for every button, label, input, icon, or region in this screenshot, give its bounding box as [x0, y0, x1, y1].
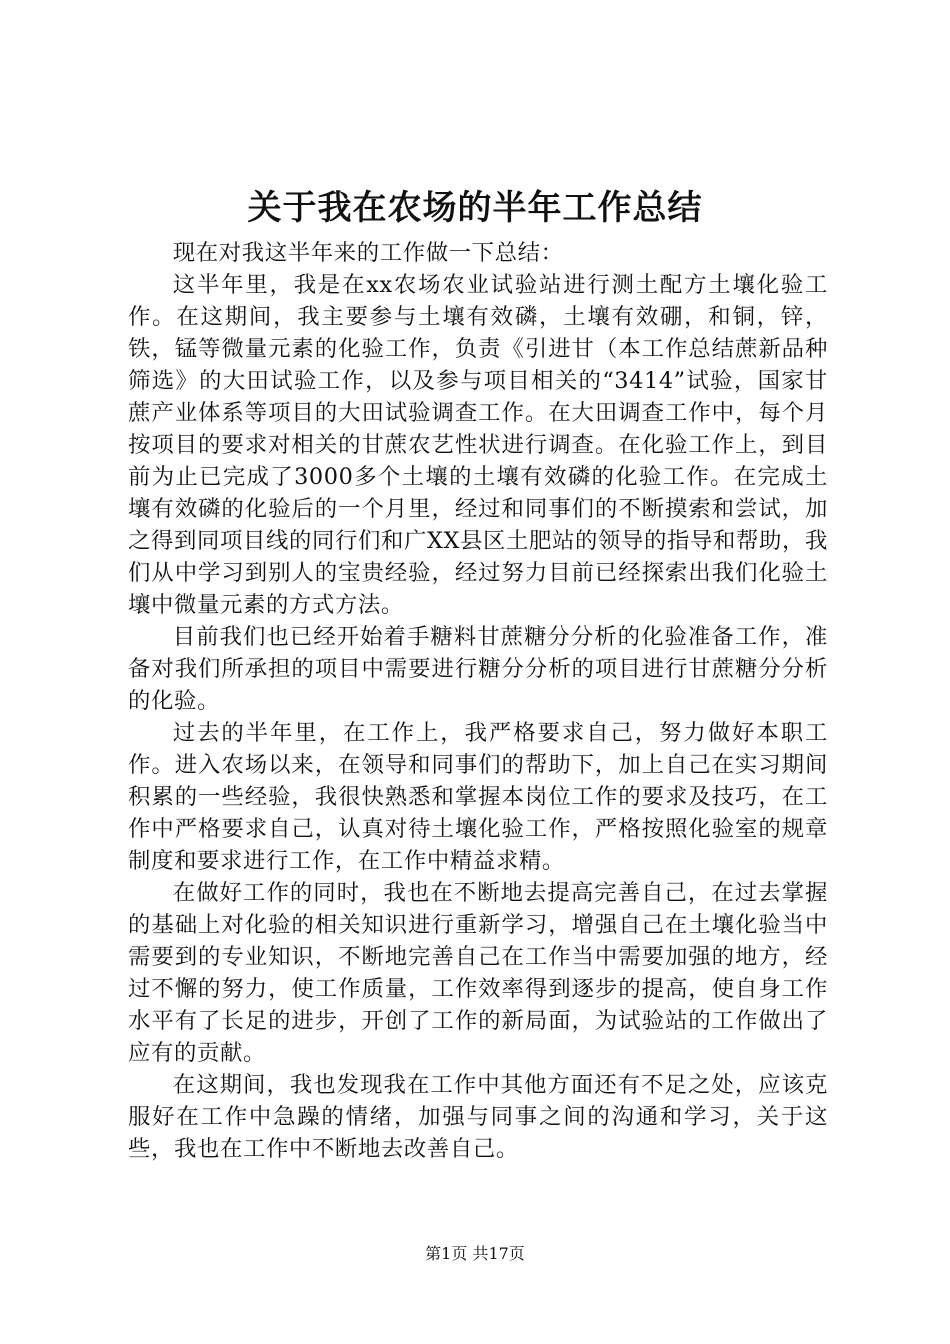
paragraph-self-improvement: 在做好工作的同时，我也在不断地去提高完善自己，在过去掌握的基础上对化验的相关知识进行重新学习，增强自己在土壤化验当中需要到的专业知识，不断地完善自己在工作当中需要加强的地方，经过不懈的努力，使工作质量，工作效率得到逐步的提高，使自身工作水平有了长足的进步，开创了工作的新局面，为试验站的工作做出了应有的贡献。	[128, 880, 828, 1066]
paragraph-shortcomings: 在这期间，我也发现我在工作中其他方面还有不足之处，应该克服好在工作中急躁的情绪，加强与同事之间的沟通和学习，关于这些，我也在工作中不断地去改善自己。	[128, 1072, 828, 1162]
paragraph-intro: 现在对我这半年来的工作做一下总结：	[172, 240, 564, 266]
paragraph-sugar-analysis: 目前我们也已经开始着手糖料甘蔗糖分分析的化验准备工作，准备对我们所承担的项目中需要进行糖分分析的项目进行甘蔗糖分分析的化验。	[128, 624, 828, 714]
document-body	[128, 237, 828, 1165]
page-number: 第1页 共17页	[425, 1244, 525, 1263]
document-title: 关于我在农场的半年工作总结	[247, 188, 703, 228]
paragraph-work-overview: 这半年里，我是在xx农场农业试验站进行测土配方土壤化验工作。在这期间，我主要参与土壤有效磷，土壤有效硼，和铜，锌，铁，锰等微量元素的化验工作，负责《引进甘（本工作总结蔗新品种筛选》的大田试验工作，以及参与项目相关的“3414”试验，国家甘蔗产业体系等项目的大田试验调查工作。在大田调查工作中，每个月按项目的要求对相关的甘蔗农艺性状进行调查。在化验工作上，到目前为止已完成了3000多个土壤的土壤有效磷的化验工作。在完成土壤有效磷的化验后的一个月里，经过和同事们的不断摸索和尝试，加之得到同项目线的同行们和广XX县区土肥站的领导的指导和帮助，我们从中学习到别人的宝贵经验，经过努力目前已经探索出我们化验土壤中微量元素的方式方法。	[128, 272, 828, 618]
paragraph-work-attitude: 过去的半年里，在工作上，我严格要求自己，努力做好本职工作。进入农场以来，在领导和同事们的帮助下，加上自己在实习期间积累的一些经验，我很快熟悉和掌握本岗位工作的要求及技巧，在工作中严格要求自己，认真对待土壤化验工作，严格按照化验室的规章制度和要求进行工作，在工作中精益求精。	[128, 720, 828, 874]
